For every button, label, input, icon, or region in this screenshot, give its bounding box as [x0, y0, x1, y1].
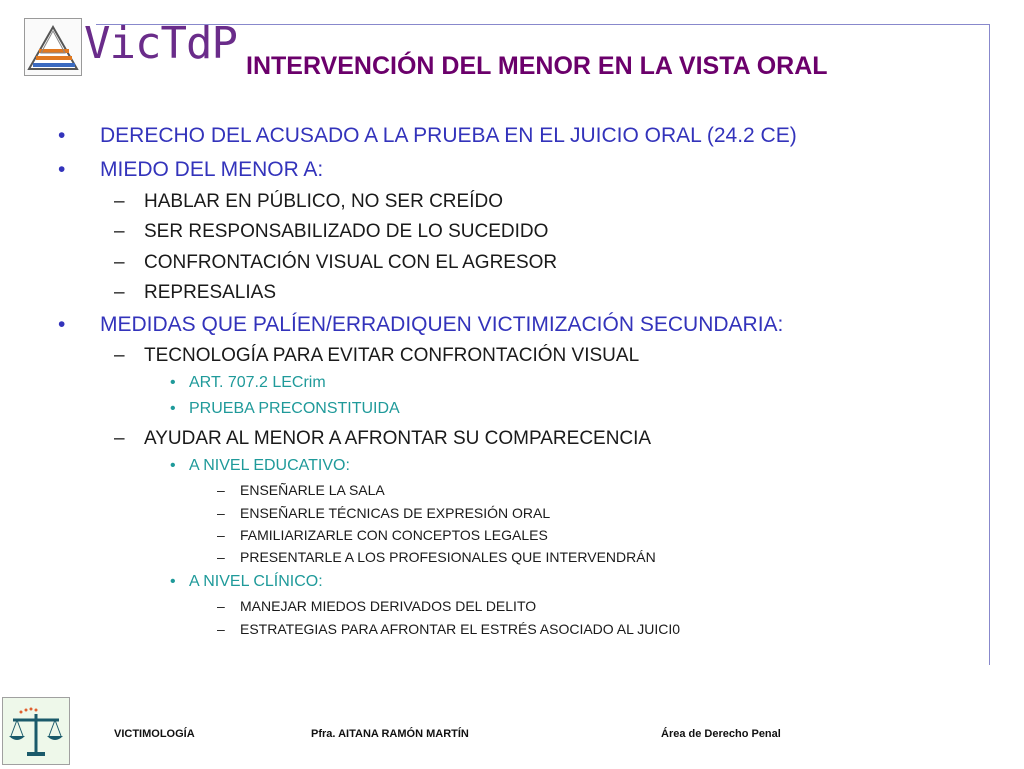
bullet-marker: • — [170, 400, 176, 417]
logo-wordmark: VicTdP — [84, 18, 237, 69]
bullet-text: A NIVEL CLÍNICO: — [189, 573, 323, 590]
bullet-level-3 — [170, 374, 326, 392]
bullet-text: MIEDO DEL MENOR A: — [100, 158, 324, 181]
bullet-text: ESTRATEGIAS PARA AFRONTAR EL ESTRÉS ASOCIADO AL JUICI0 — [240, 621, 681, 637]
bullet-text: PRESENTARLE A LOS PROFESIONALES QUE INTERVENDRÁN — [240, 549, 656, 565]
bullet-level-2 — [114, 428, 651, 450]
bullet-marker: – — [217, 505, 225, 521]
bullet-text: CONFRONTACIÓN VISUAL CON EL AGRESOR — [144, 252, 558, 273]
bullet-level-2 — [114, 221, 548, 243]
bullet-level-2 — [114, 345, 639, 367]
bullet-text: DERECHO DEL ACUSADO A LA PRUEBA EN EL JUICIO ORAL (24.2 CE) — [100, 124, 797, 147]
bullet-text: FAMILIARIZARLE CON CONCEPTOS LEGALES — [240, 527, 548, 543]
bullet-level-1 — [58, 313, 783, 337]
bullet-marker: – — [114, 282, 125, 303]
bullet-level-3 — [170, 400, 400, 418]
bullet-level-4 — [217, 598, 536, 614]
bullet-text: MANEJAR MIEDOS DERIVADOS DEL DELITO — [240, 598, 537, 614]
bullet-marker: • — [58, 158, 66, 181]
bullet-marker: – — [217, 482, 225, 498]
bullet-marker: • — [170, 573, 176, 590]
bullet-text: HABLAR EN PÚBLICO, NO SER CREÍDO — [144, 191, 503, 212]
bullet-text: ENSEÑARLE LA SALA — [240, 482, 385, 498]
bullet-level-4 — [217, 527, 548, 543]
bullet-marker: • — [170, 457, 176, 474]
footer-area: Área de Derecho Penal — [661, 728, 781, 740]
bullet-text: A NIVEL EDUCATIVO: — [189, 457, 350, 474]
bullet-marker: – — [217, 621, 225, 637]
footer-professor: Pfra. AITANA RAMÓN MARTÍN — [311, 728, 469, 740]
bullet-marker: – — [114, 191, 125, 212]
bullet-text: ENSEÑARLE TÉCNICAS DE EXPRESIÓN ORAL — [240, 505, 551, 521]
bullet-text: SER RESPONSABILIZADO DE LO SUCEDIDO — [144, 221, 549, 242]
bullet-level-1 — [58, 158, 323, 182]
victdp-logo — [24, 18, 237, 78]
footer-course: VICTIMOLOGÍA — [114, 728, 195, 740]
bullet-level-4 — [217, 549, 656, 565]
bullet-level-2 — [114, 252, 557, 274]
bullet-level-3 — [170, 457, 350, 475]
bullet-text: PRUEBA PRECONSTITUIDA — [189, 400, 400, 417]
bullet-marker: • — [58, 313, 66, 336]
bullet-level-2 — [114, 191, 503, 213]
slide-title: INTERVENCIÓN DEL MENOR EN LA VISTA ORAL — [246, 52, 828, 80]
bullet-text: AYUDAR AL MENOR A AFRONTAR SU COMPARECENCIA — [144, 428, 652, 449]
bullet-marker: – — [114, 221, 125, 242]
bullet-level-4 — [217, 482, 385, 498]
bullet-marker: – — [217, 549, 225, 565]
pyramid-logo-icon — [24, 18, 82, 76]
bullet-level-1 — [58, 124, 797, 148]
bullet-marker: – — [217, 527, 225, 543]
bullet-text: ART. 707.2 LECrim — [189, 374, 326, 391]
bullet-level-4 — [217, 505, 550, 521]
bullet-level-4 — [217, 621, 680, 637]
bullet-marker: – — [217, 598, 225, 614]
bullet-text: TECNOLOGÍA PARA EVITAR CONFRONTACIÓN VISUAL — [144, 345, 640, 366]
bullet-marker: • — [58, 124, 66, 147]
bullet-marker: – — [114, 345, 125, 366]
bullet-text: REPRESALIAS — [144, 282, 276, 303]
bullet-level-2 — [114, 282, 276, 304]
slide-frame-right — [989, 24, 990, 665]
bullet-marker: • — [170, 374, 176, 391]
bullet-level-3 — [170, 573, 323, 591]
bullet-marker: – — [114, 428, 125, 449]
scales-of-justice-icon — [2, 697, 70, 765]
bullet-text: MEDIDAS QUE PALÍEN/ERRADIQUEN VICTIMIZACIÓN SECUNDARIA: — [100, 313, 784, 336]
bullet-marker: – — [114, 252, 125, 273]
